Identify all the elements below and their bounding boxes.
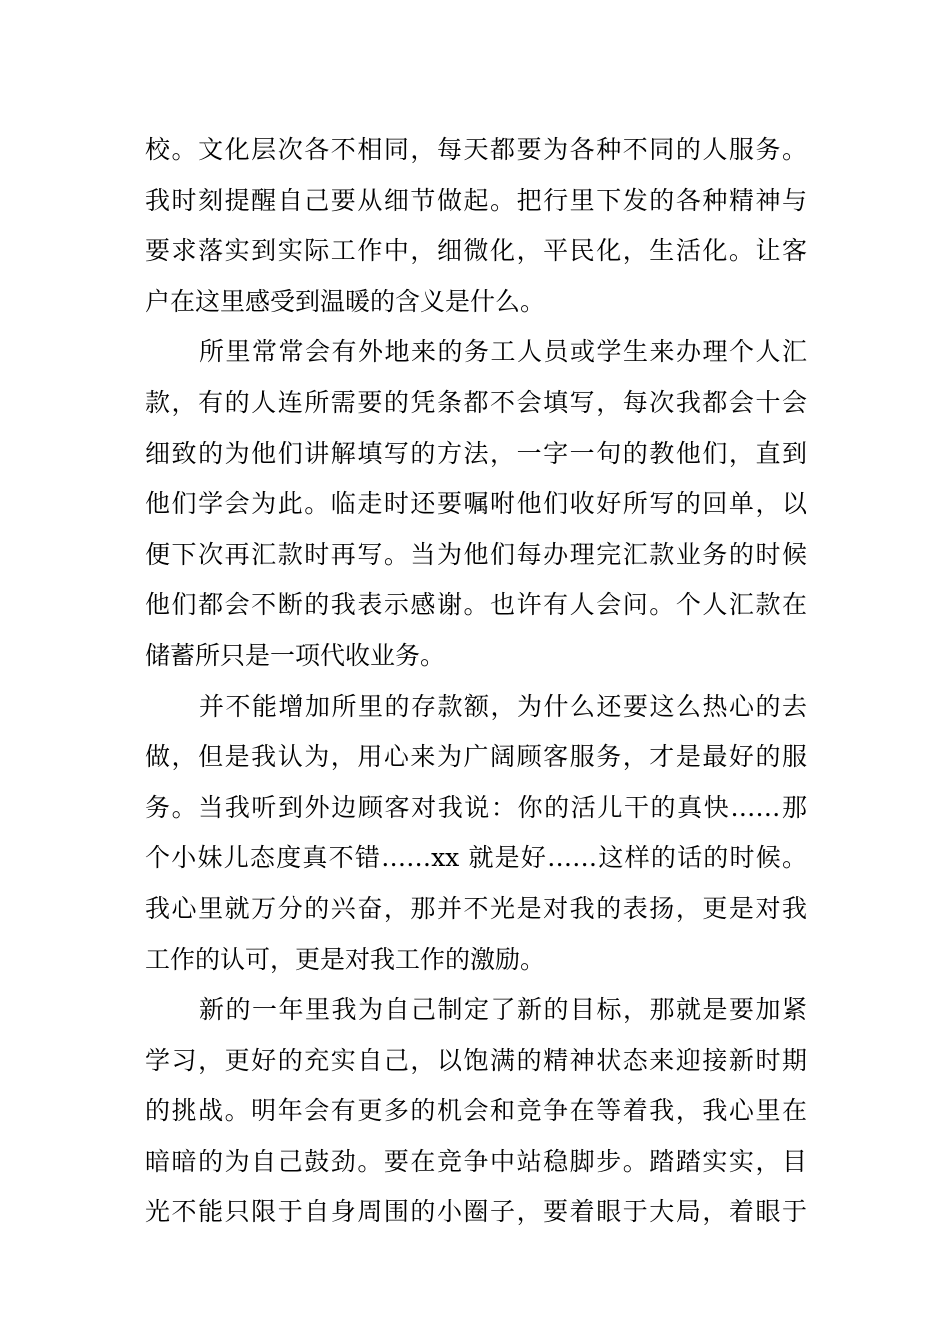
text-line: 光不能只限于自身周围的小圈子，要着眼于大局，着眼于 (145, 1197, 807, 1227)
text-line: 暗暗的为自己鼓劲。要在竞争中站稳脚步。踏踏实实，目 (145, 1146, 807, 1176)
paragraph-first-line: 所里常常会有外地来的务工人员或学生来办理个人汇 (199, 337, 807, 367)
text-line: 他们学会为此。临走时还要嘱咐他们收好所写的回单，以 (145, 489, 807, 519)
text-line: 的挑战。明年会有更多的机会和竞争在等着我，我心里在 (145, 1096, 807, 1126)
text-line: 校。文化层次各不相同，每天都要为各种不同的人服务。 (145, 135, 807, 164)
text-line: 款，有的人连所需要的凭条都不会填写，每次我都会十会 (145, 387, 807, 417)
text-line: 我时刻提醒自己要从细节做起。把行里下发的各种精神与 (145, 185, 807, 215)
text-line: 要求落实到实际工作中，细微化，平民化，生活化。让客 (145, 236, 807, 266)
text-line: 户在这里感受到温暖的含义是什么。 (145, 286, 546, 316)
text-line: 做，但是我认为，用心来为广阔顾客服务，才是最好的服 (145, 742, 807, 772)
document-body (145, 125, 807, 1238)
text-line: 工作的认可，更是对我工作的激励。 (145, 944, 546, 974)
text-line: 我心里就万分的兴奋，那并不光是对我的表扬，更是对我 (145, 893, 807, 923)
text-line: 细致的为他们讲解填写的方法，一字一句的教他们，直到 (145, 438, 807, 468)
text-line: 他们都会不断的我表示感谢。也许有人会问。个人汇款在 (145, 590, 807, 620)
paragraph-first-line: 新的一年里我为自己制定了新的目标，那就是要加紧 (199, 995, 807, 1025)
text-line: 学习，更好的充实自己，以饱满的精神状态来迎接新时期 (145, 1045, 807, 1075)
text-line: 储蓄所只是一项代收业务。 (145, 640, 446, 670)
text-line: 便下次再汇款时再写。当为他们每办理完汇款业务的时候 (145, 539, 807, 569)
text-line: 个小妹儿态度真不错……xx 就是好……这样的话的时候。 (145, 843, 807, 873)
paragraph-first-line: 并不能增加所里的存款额，为什么还要这么热心的去 (199, 691, 807, 721)
text-line: 务。当我听到外边顾客对我说：你的活儿干的真快……那 (145, 792, 807, 822)
